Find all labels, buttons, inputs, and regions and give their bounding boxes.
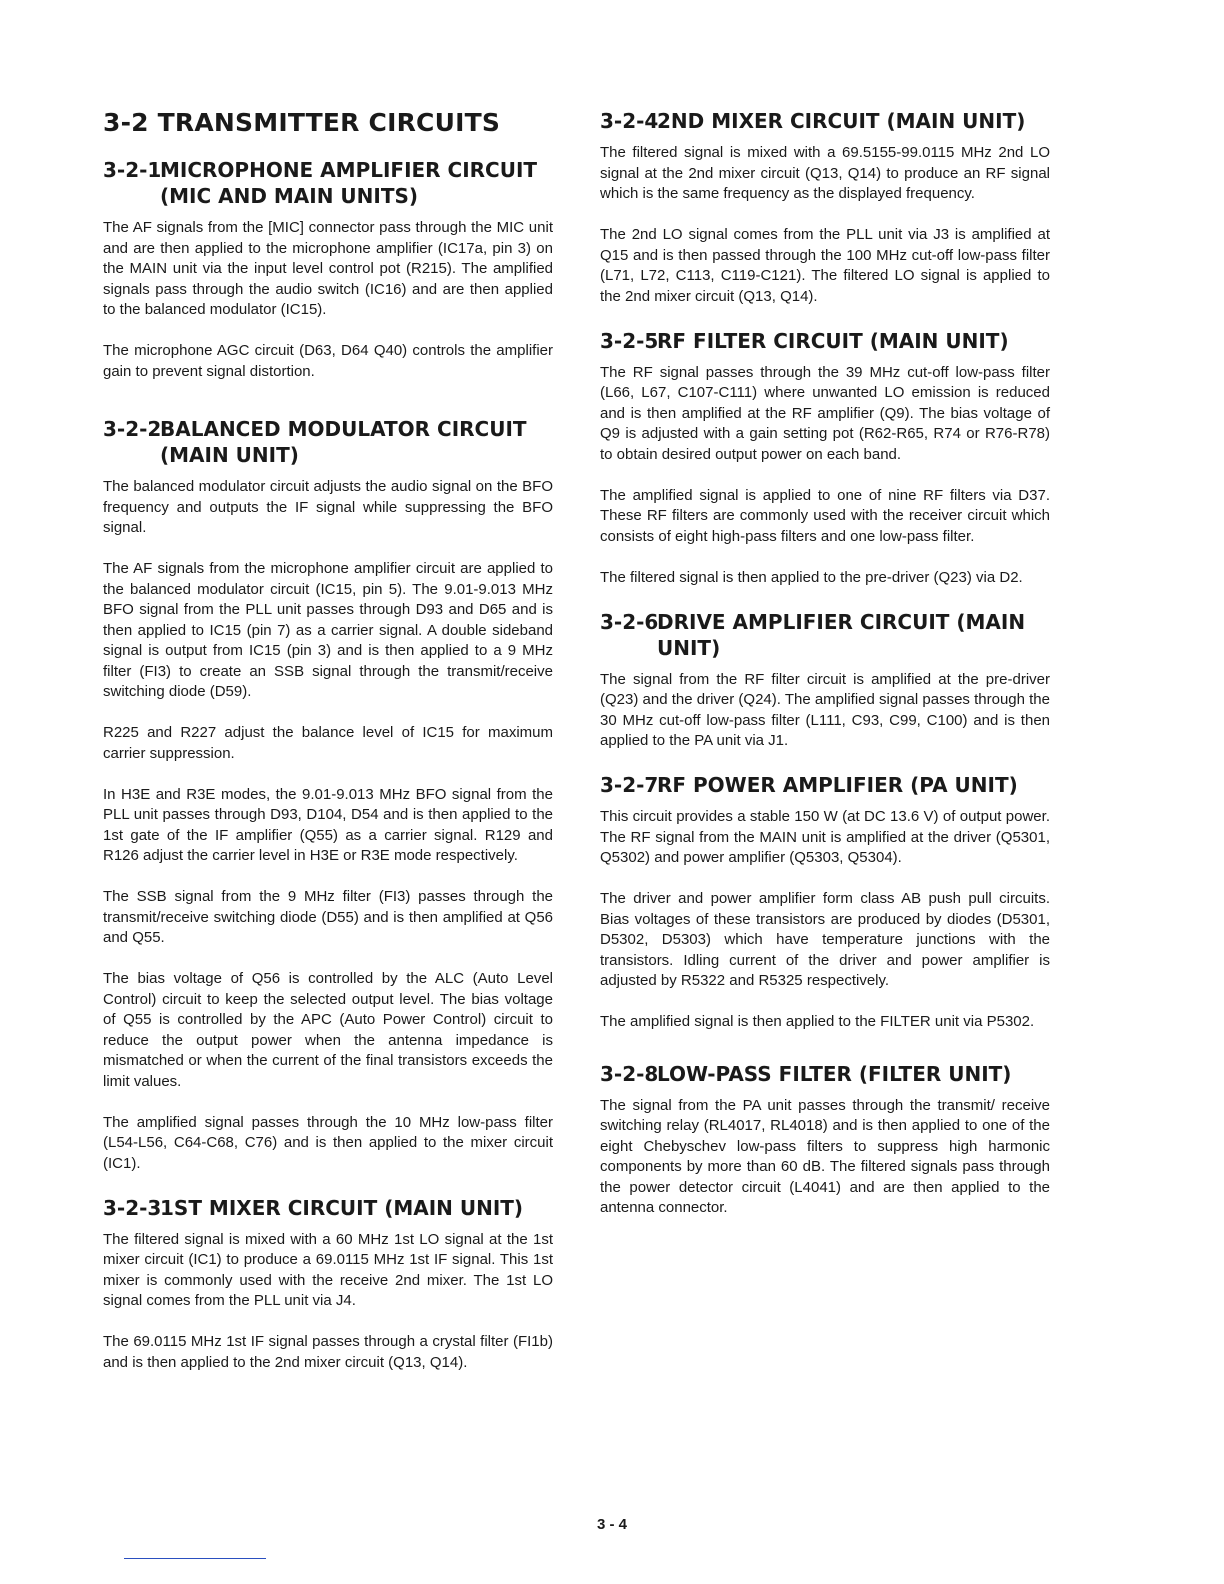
section-3-2-1 [103,157,553,382]
section-heading [600,1061,1050,1087]
paragraph: The filtered signal is then applied to the pre-driver (Q23) via D2. [600,568,1023,586]
paragraph: The amplified signal is then applied to the FILTER unit via P5302. [600,1013,1035,1030]
paragraph: The microphone AGC circuit (D63, D64 Q40) controls the amplifier gain to prevent signal distortion. [103,342,553,380]
paragraph: The bias voltage of Q56 is controlled by the ALC (Auto Level Control) circuit to keep the selected output level. The bias voltage of Q55 is controlled by the APC (Auto Power Control) circuit to reduce the output power when the antenna impedance is mismatched or when the current of the final transistors exceeds the limit values. [103,970,553,1090]
section-heading [600,609,1050,661]
section-number: 3-2-3 [103,1195,162,1220]
paragraph: The signal from the PA unit passes through the transmit/ receive switching relay (RL4017, RL4018) and is then applied to one of the eight Chebyschev low-pass filters to suppress high harmonic components by more than 60 dB. The filtered signals pass through the power detector circuit (L4041) and are then applied to the antenna connector. [600,1096,1050,1216]
paragraph: The RF signal passes through the 39 MHz cut-off low-pass filter (L66, L67, C107-C111) where unwanted LO emission is reduced and is then amplified at the RF amplifier (Q9). The bias voltage of Q9 is adjusted with a gain setting pot (R62-R65, R74 or R76-R78) to obtain desired output power on each band. [600,363,1050,463]
paragraph: R225 and R227 adjust the balance level of IC15 for maximum carrier suppression. [103,724,553,762]
section-heading [103,157,553,209]
paragraph: This circuit provides a stable 150 W (at DC 13.6 V) of output power. The RF signal from the MAIN unit is amplified at the driver (Q5301, Q5302) and power amplifier (Q5303, Q5304). [600,808,1050,866]
section-title: 2ND MIXER CIRCUIT (MAIN UNIT) [657,109,1026,133]
section-number: 3-2-8 [600,1061,659,1086]
paragraph: In H3E and R3E modes, the 9.01-9.013 MHz BFO signal from the PLL unit passes through D93, D104, D54 and is then applied to the 1st gate of the IF amplifier (Q55) as a carrier signal. R129 and R126 adjust the carrier level in H3E or R3E mode respectively. [103,785,553,864]
paragraph: The filtered signal is mixed with a 60 MHz 1st LO signal at the 1st mixer circuit (IC1) to produce a 69.0115 MHz 1st IF signal. This 1st mixer is commonly used with the receive 2nd mixer. The 1st LO signal comes from the PLL unit via J4. [103,1230,553,1309]
paragraph: The 2nd LO signal comes from the PLL unit via J3 is amplified at Q15 and is then passed through the 100 MHz cut-off low-pass filter (L71, L72, C113, C119-C121). The filtered LO signal is applied to the 2nd mixer circuit (Q13, Q14). [600,226,1050,305]
section-3-2-3 [103,1195,553,1374]
section-title: DRIVE AMPLIFIER CIRCUIT (MAIN UNIT) [657,609,1026,660]
divider [124,1558,266,1559]
section-3-2-4 [600,108,1050,307]
right-column [600,108,1050,1239]
section-3-2-8 [600,1061,1050,1219]
section-heading [103,416,553,468]
section-3-2-6 [600,609,1050,752]
section-heading [600,328,1050,354]
section-title: BALANCED MODULATOR CIRCUIT (MAIN UNIT) [160,417,527,467]
paragraph: The amplified signal is applied to one of nine RF filters via D37. These RF filters are commonly used with the receiver circuit which consists of eight high-pass filters and one low-pass filter. [600,486,1050,545]
paragraph: The signal from the RF filter circuit is amplified at the pre-driver (Q23) and the driver (Q24). The amplified signal passes through the 30 MHz cut-off low-pass filter (L111, C93, C99, C100) and is then applied to the PA unit via J1. [600,670,1050,749]
section-number: 3-2-1 [103,158,162,182]
section-number: 3-2-6 [600,609,659,634]
section-heading [600,108,1050,134]
section-number: 3-2-5 [600,328,659,353]
section-number: 3-2-7 [600,773,659,797]
section-heading [600,772,1050,798]
section-number: 3-2-4 [600,109,659,133]
section-title: RF POWER AMPLIFIER (PA UNIT) [657,773,1018,797]
page-title: 3-2 TRANSMITTER CIRCUITS [103,108,501,137]
paragraph: The balanced modulator circuit adjusts the audio signal on the BFO frequency and outputs the IF signal while suppressing the BFO signal. [103,478,553,536]
section-title: 1ST MIXER CIRCUIT (MAIN UNIT) [160,1195,524,1220]
section-3-2-7 [600,772,1050,1033]
paragraph: The SSB signal from the 9 MHz filter (FI3) passes through the transmit/receive switching diode (D55) and is then amplified at Q56 and Q55. [103,888,553,946]
page-number: 3 - 4 [596,1516,627,1533]
section-title: RF FILTER CIRCUIT (MAIN UNIT) [657,328,1009,353]
paragraph: The driver and power amplifier form class AB push pull circuits. Bias voltages of these transistors are produced by diodes (D5301, D5302, D5303) which have temperature junctions with the transistors. Idling current of the driver and power amplifier is adjusted by R5322 and R5325 respectively. [600,890,1050,989]
paragraph: The AF signals from the microphone amplifier circuit are applied to the balanced modulator circuit (IC15, pin 5). The 9.01-9.013 MHz BFO signal from the PLL unit passes through D93 and D65 and is then applied to IC15 (pin 7) as a carrier signal. A double sideband signal is output from IC15 (pin 3) and is then applied to a 9 MHz filter (FI3) to create an SSB signal through the transmit/receive switching diode (D59). [103,560,553,700]
paragraph: The amplified signal passes through the 10 MHz low-pass filter (L54-L56, C64-C68, C76) and is then applied to the mixer circuit (IC1). [103,1113,553,1172]
section-heading [103,1195,553,1221]
section-title: MICROPHONE AMPLIFIER CIRCUIT (MIC AND MAIN UNITS) [160,158,538,208]
paragraph: The AF signals from the [MIC] connector pass through the MIC unit and are then applied to the microphone amplifier (IC17a, pin 3) on the MAIN unit via the input level control pot (R215). The amplified signals pass through the audio switch (IC16) and are then applied to the balanced modulator (IC15). [103,219,553,318]
left-column [103,108,553,1394]
section-number: 3-2-2 [103,417,162,441]
paragraph: The filtered signal is mixed with a 69.5155-99.0115 MHz 2nd LO signal at the 2nd mixer circuit (Q13, Q14) to produce an RF signal which is the same frequency as the displayed frequency. [600,144,1050,202]
paragraph: The 69.0115 MHz 1st IF signal passes through a crystal filter (FI1b) and is then applied to the 2nd mixer circuit (Q13, Q14). [103,1333,553,1371]
section-3-2-2 [103,416,553,1174]
section-3-2-5 [600,328,1050,589]
section-title: LOW-PASS FILTER (FILTER UNIT) [657,1061,1012,1086]
